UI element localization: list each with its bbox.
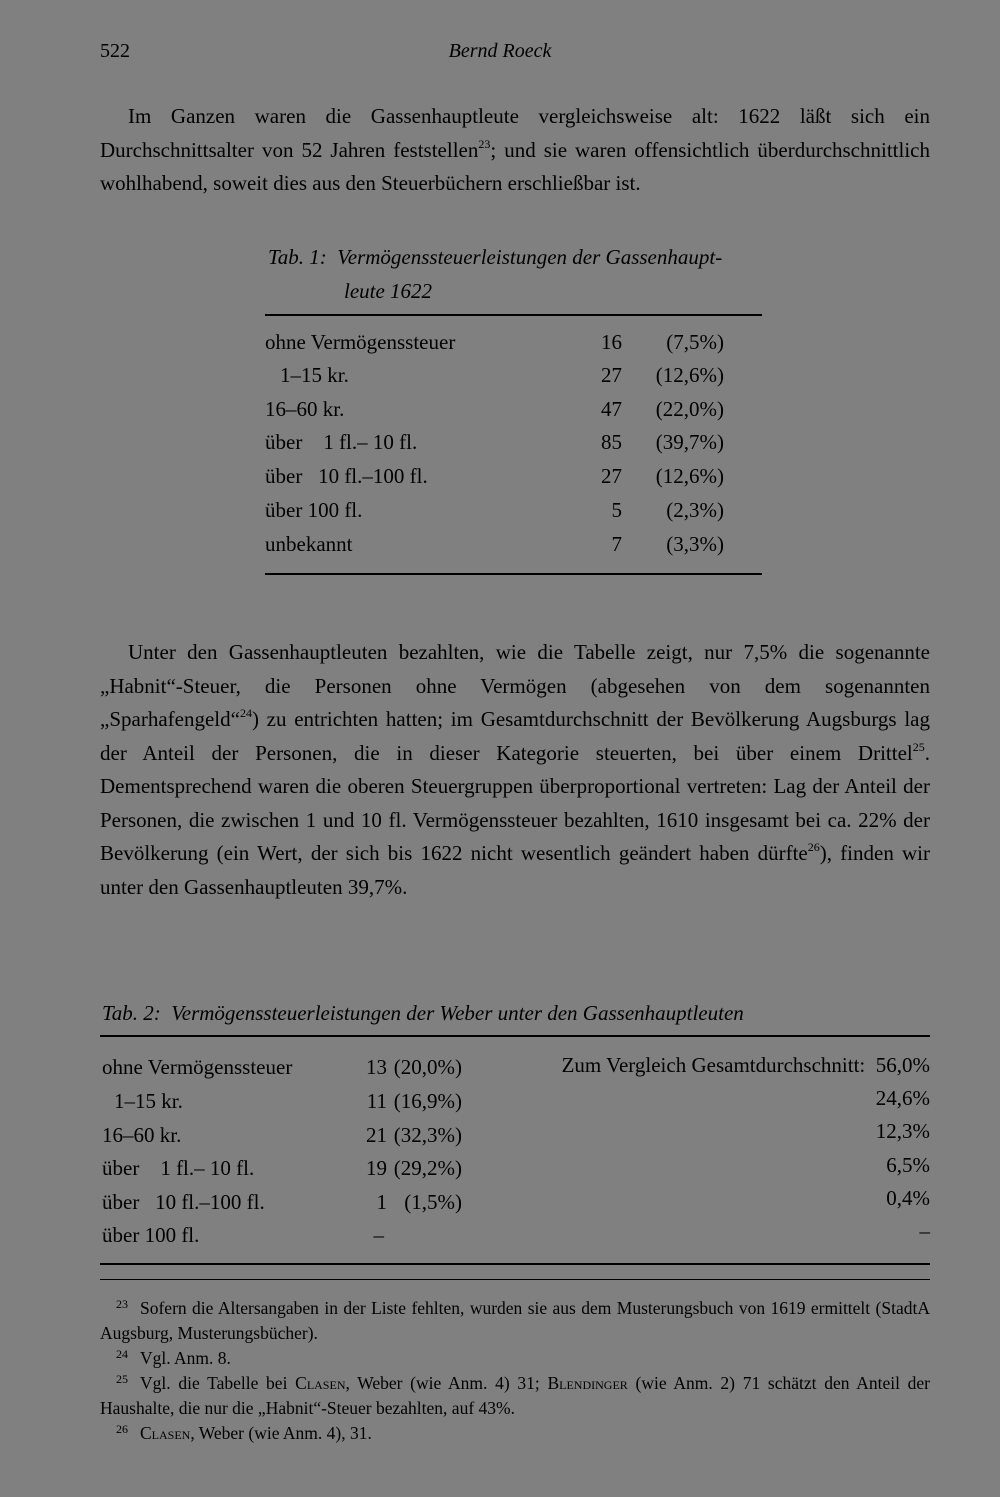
table2-bottom-rule <box>100 1263 930 1265</box>
table2-row-label: über 1 fl.– 10 fl. <box>102 1156 255 1180</box>
footnote-author: Clasen <box>140 1423 191 1443</box>
footnote-ref-25[interactable]: 25 <box>912 739 925 754</box>
table2-row-count: 19 <box>366 1156 387 1180</box>
table2-row-label: über 10 fl.–100 fl. <box>102 1190 265 1214</box>
table1-row-count: 16 <box>601 330 622 354</box>
paragraph-text: Unter den Gassenhauptleuten bezahlten, wie die Tabelle zeigt, nur 7,5% die sogenannte „Habnit“-Steuer, die Personen ohne Vermögen (abgesehen von dem sogenannten „Sparhafengeld“ <box>100 640 930 731</box>
footnote-author: Clasen <box>295 1373 346 1393</box>
footnote-separator <box>100 1279 930 1280</box>
table2-row-pct: (16,9%) <box>393 1089 462 1113</box>
paragraph-intro <box>100 100 930 201</box>
paragraph-text: ), finden wir unter den Gassenhauptleuten 39,7%. <box>100 841 930 899</box>
table2-row-pct: (20,0%) <box>393 1055 462 1079</box>
table1-caption <box>268 240 788 308</box>
table1-row-label: unbekannt <box>265 532 353 556</box>
table2-row-count: 21 <box>366 1123 387 1147</box>
paragraph-text: ; und sie waren offensichtlich überdurchschnittlich wohlhabend, soweit dies aus den Steuerbüchern erschließbar ist. <box>100 137 930 195</box>
footnote-number: 26 <box>116 1422 128 1436</box>
table1-row-label: über 10 fl.–100 fl. <box>265 464 428 488</box>
footnote-number: 25 <box>116 1372 128 1386</box>
paragraph-text: ) zu entrichten hatten; im Gesamtdurchschnitt der Bevölkerung Augsburgs lag der Anteil der Personen, die in dieser Kategorie steuerten, bei über einem Drittel <box>100 707 930 765</box>
table2-row-count: – <box>373 1223 384 1247</box>
table1-row-label: über 100 fl. <box>265 498 363 522</box>
table2-row-label: 1–15 kr. <box>114 1089 183 1113</box>
footnote-ref-26[interactable]: 26 <box>807 840 820 854</box>
table2-row-count: 1 <box>376 1190 387 1214</box>
table2-row-compare: – <box>919 1219 930 1243</box>
table1-row-pct: (39,7%) <box>655 430 724 454</box>
table1-row-pct: (3,3%) <box>666 532 724 556</box>
footnote-text: , Weber (wie Anm. 4) 31; <box>345 1373 548 1393</box>
footnote-25 <box>100 1371 930 1421</box>
footnote-number: 24 <box>116 1347 128 1361</box>
table1-top-rule <box>265 314 762 316</box>
table2-row-pct: (1,5%) <box>404 1190 462 1214</box>
table1-row-pct: (22,0%) <box>655 397 724 421</box>
page-number: 522 <box>100 40 130 62</box>
table2-row-pct: (29,2%) <box>393 1156 462 1180</box>
table1-row-label: über 1 fl.– 10 fl. <box>265 430 418 454</box>
table2-row-compare: Zum Vergleich Gesamtdurchschnitt: 56,0% <box>561 1053 930 1077</box>
footnote-ref-23[interactable]: 23 <box>478 136 491 151</box>
paragraph-discussion <box>100 636 930 904</box>
footnotes <box>100 1296 930 1446</box>
table2-caption-prefix: Tab. 2: <box>102 1001 161 1025</box>
table2-row-count: 13 <box>366 1055 387 1079</box>
table2-row-label: ohne Vermögenssteuer <box>102 1055 293 1079</box>
table1-bottom-rule <box>265 573 762 575</box>
table2-row-label: über 100 fl. <box>102 1223 200 1247</box>
table1-row-pct: (12,6%) <box>655 464 724 488</box>
table2-row-compare: 12,3% <box>875 1119 930 1143</box>
table2-row-compare: 6,5% <box>886 1153 930 1177</box>
footnote-23 <box>100 1296 930 1346</box>
footnote-24 <box>100 1346 930 1371</box>
footnote-author: Blendinger <box>547 1373 628 1393</box>
table1-row-count: 47 <box>601 397 622 421</box>
table1-row-label: 1–15 kr. <box>280 363 349 387</box>
footnote-text: Sofern die Altersangaben in der Liste fehlten, wurden sie aus dem Musterungsbuch von 1619 ermittelt (StadtA Augsburg, Musterungsbücher). <box>100 1298 930 1343</box>
table1-caption-prefix: Tab. 1: <box>268 245 327 269</box>
footnote-text: Vgl. Anm. 8. <box>140 1348 231 1368</box>
table2-top-rule <box>100 1035 930 1037</box>
paragraph-text: . Dementsprechend waren die oberen Steuergruppen überproportional vertreten: Lag der Anteil der Personen, die zwischen 1 und 10 fl. Vermögenssteuer bezahlten, 1610 insgesamt bei ca. 22% der Bevölkerung (ein Wert, der sich bis 1622 nicht wesentlich geändert haben dürfte <box>100 740 930 865</box>
footnote-text: , Weber (wie Anm. 4), 31. <box>190 1423 372 1443</box>
table1-row-pct: (12,6%) <box>655 363 724 387</box>
footnote-text: (wie Anm. 2) 71 schätzt den Anteil der Haushalte, die nur die „Habnit“-Steuer bezahlten, auf 43%. <box>100 1373 931 1418</box>
footnote-number: 23 <box>116 1297 128 1311</box>
paragraph-text: Im Ganzen waren die Gassenhauptleute vergleichsweise alt: 1622 läßt sich ein Durchschnittsalter von 52 Jahren feststellen <box>100 104 930 162</box>
table2-caption <box>102 996 932 1030</box>
table1-row-count: 27 <box>601 363 622 387</box>
table2-row-compare: 24,6% <box>875 1086 930 1110</box>
table2-row-count: 11 <box>366 1089 387 1113</box>
table2-caption-title: Vermögenssteuerleistungen der Weber unter den Gassenhauptleuten <box>171 1001 744 1025</box>
table2-row-pct: (32,3%) <box>393 1123 462 1147</box>
running-header-author: Bernd Roeck <box>448 40 552 62</box>
table1-row-label: 16–60 kr. <box>265 397 345 421</box>
table1-row-pct: (2,3%) <box>666 498 724 522</box>
table1-row-count: 5 <box>611 498 622 522</box>
table2-row-compare: 0,4% <box>886 1186 930 1210</box>
table1-row-pct: (7,5%) <box>666 330 724 354</box>
table1-row-label: ohne Vermögenssteuer <box>265 330 456 354</box>
table1-caption-title-cont: leute 1622 <box>344 279 433 303</box>
footnote-text: Vgl. die Tabelle bei <box>140 1373 296 1393</box>
table2-row-label: 16–60 kr. <box>102 1123 182 1147</box>
footnote-ref-24[interactable]: 24 <box>239 706 252 720</box>
table1-row-count: 27 <box>601 464 622 488</box>
footnote-26 <box>100 1421 930 1446</box>
table1-row-count: 7 <box>611 532 622 556</box>
table1-caption-title: Vermögenssteuerleistungen der Gassenhaupt- <box>337 245 723 269</box>
table1-row-count: 85 <box>601 430 622 454</box>
